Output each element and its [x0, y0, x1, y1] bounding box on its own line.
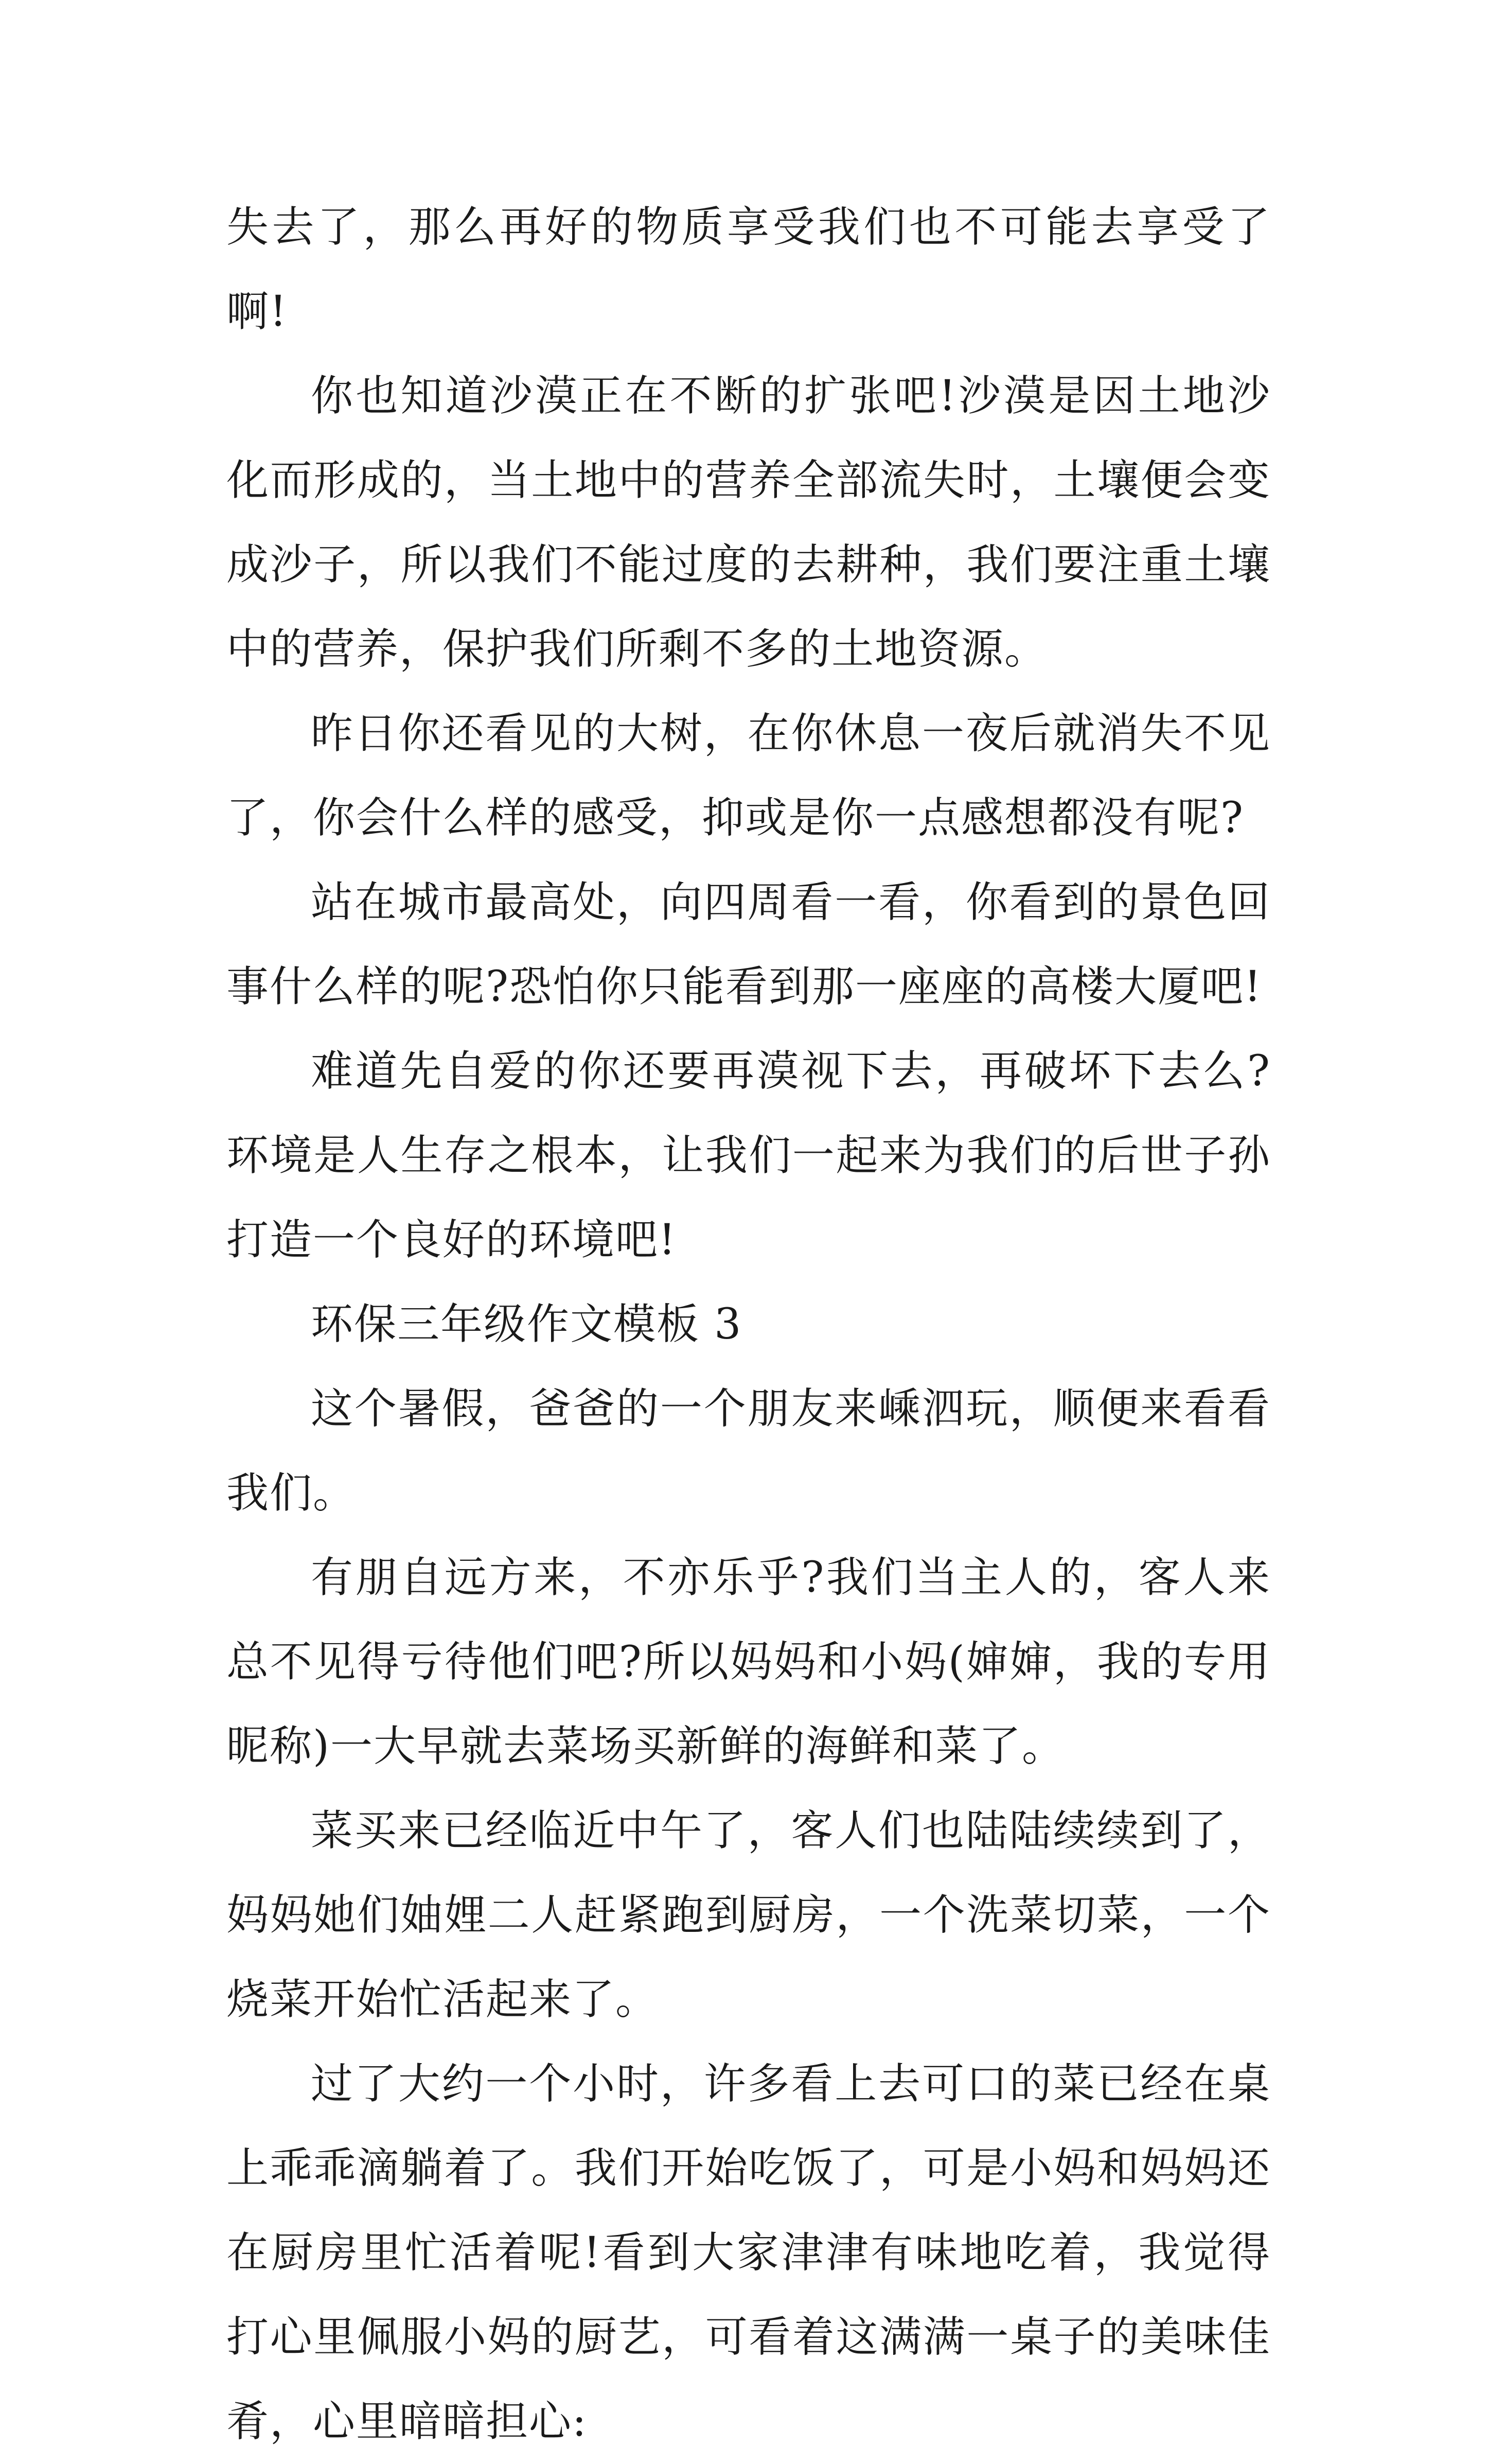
paragraph: 难道先自爱的你还要再漠视下去，再破坏下去么?环境是人生存之根本，让我们一起来为我们的后世子孙打造一个良好的环境吧! — [226, 1047, 1271, 1264]
paragraph: 菜买来已经临近中午了，客人们也陆陆续续到了，妈妈她们妯娌二人赶紧跑到厨房，一个洗菜切菜，一个烧菜开始忙活起来了。 — [226, 1806, 1271, 2024]
document-body — [226, 185, 1271, 2464]
paragraph-continuation: 失去了，那么再好的物质享受我们也不可能去享受了啊! — [226, 203, 1271, 336]
paragraph: 你也知道沙漠正在不断的扩张吧!沙漠是因土地沙化而形成的，当土地中的营养全部流失时，土壤便会变成沙子，所以我们不能过度的去耕种，我们要注重土壤中的营养，保护我们所剩不多的土地资源。 — [226, 372, 1271, 674]
paragraph: 有朋自远方来，不亦乐乎?我们当主人的，客人来总不见得亏待他们吧?所以妈妈和小妈(婶婶，我的专用昵称)一大早就去菜场买新鲜的海鲜和菜了。 — [226, 1553, 1271, 1771]
paragraph: 站在城市最高处，向四周看一看，你看到的景色回事什么样的呢?恐怕你只能看到那一座座的高楼大厦吧! — [226, 878, 1271, 1011]
paragraph: 这个暑假，爸爸的一个朋友来嵊泗玩，顺便来看看我们。 — [226, 1384, 1271, 1518]
section-heading: 环保三年级作文模板 3 — [311, 1300, 742, 1349]
paragraph: 昨日你还看见的大树，在你休息一夜后就消失不见了，你会什么样的感受，抑或是你一点感想都没有呢? — [226, 709, 1271, 842]
paragraph: 过了大约一个小时，许多看上去可口的菜已经在桌上乖乖滴躺着了。我们开始吃饭了，可是小妈和妈妈还在厨房里忙活着呢!看到大家津津有味地吃着，我觉得打心里佩服小妈的厨艺，可看着这满满一桌子的美味佳肴，心里暗暗担心: — [226, 2060, 1271, 2446]
